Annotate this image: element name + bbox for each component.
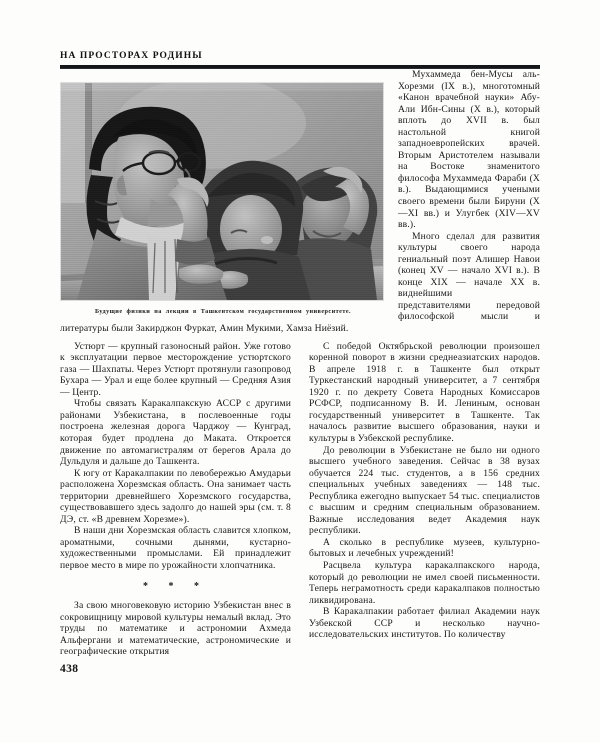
paragraph-left-1: Устюрт — крупный газоносный район. Уже готово к эксплуатации первое месторождение устюртского газа — Шахпаты. Через Устюрт протянули газопровод Бухара — Урал и еще более крупный — Средняя Азия — Центр. — [60, 340, 291, 398]
paragraph-wide-6: В Каракалпакии работает филиал Академии наук Узбекской ССР и несколько научно-исследовательских институтов. По количеству — [309, 606, 540, 641]
photo-caption: Будущие физики на лекции в Ташкентском государственном университете. — [94, 308, 352, 315]
photo-block — [60, 82, 386, 316]
running-head: НА ПРОСТОРАХ РОДИНЫ — [60, 51, 203, 61]
right-column — [309, 341, 540, 658]
paragraph-left-3: К югу от Каракалпакии по левобережью Амударьи расположена Хорезмская область. Она занимает часть территории древнейшего Хорезмского государства, существовавшего здесь задолго до нашей эры (см. т. 8 ДЭ, ст. «В древнем Хорезме»). — [60, 467, 291, 525]
paragraph-left-5: За свою многовековую историю Узбекистан внес в сокровищницу мировой культуры немалый вклад. Это труды по математике и астрономии Ахмеда Альфергани и математические, астрономические и географические открытия — [60, 600, 291, 658]
paragraph-wide-4: А сколько в республике музеев, культурно-бытовых и лечебных учреждений! — [309, 536, 540, 560]
paragraph-right-1: Мухаммеда бен-Мусы аль-Хорезми (IX в.), многотомный «Канон врачебной науки» Абу-Али Ибн-Сины (X в.), который вплоть до XVII в. был настольной книгой западноевропейских врачей. Вторым Аристотелем называли на Востоке знаменитого философа Мухаммеда Фараби (X в.). Выдающимися учеными своего времени были Бируни (X—XI вв.) и Улугбек (XIV—XV вв.). — [398, 69, 540, 231]
paragraph-left-4: В наши дни Хорезмская область славится хлопком, ароматными, сочными дынями, кустарно-художественными промыслами. Ей принадлежит первое место в мире по урожайности хлопчатника. — [60, 525, 291, 571]
photo-illustration — [61, 83, 383, 300]
paragraph-wide-3: До революции в Узбекистане не было ни одного высшего учебного заведения. Сейчас в 38 вузах обучается 224 тыс. студентов, а в 156 средних специальных учебных заведениях — 148 тыс. Республика ежегодно выпускает 54 тыс. специалистов с высшим и средним специальным образованием. Важные исследования ведет Академия наук республики. — [309, 444, 540, 537]
page-number: 438 — [60, 663, 79, 675]
section-separator: * * * — [143, 580, 208, 592]
page-content — [60, 50, 540, 690]
paragraph-left-2: Чтобы связать Каракалпакскую АССР с другими районами Узбекистана, в послевоенные годы построена железная дорога Чарджоу — Кунград, которая будет продлена до Маката. Откроется движение по автомагистралям от берегов Арала до Дульдуля и дальше до Ташкента. — [60, 398, 291, 468]
students-at-lecture-photo — [60, 82, 384, 301]
paragraph-wide-2: С победой Октябрьской революции произошел коренной поворот в жизни среднеазиатских народов. В апреле 1918 г. в Ташкенте был открыт Туркестанский народный университет, а 7 сентября 1920 г. по декрету Совета Народных Комиссаров РСФСР, подписанному В. И. Лениным, основан государственный университет в Ташкенте. Так началось развитие высшего образования, науки и культуры в Узбекской республике. — [309, 340, 540, 444]
two-column-region — [60, 341, 540, 658]
paragraph-wide-1: представителями передовой философской мысли и литературы были Закирджон Фуркат, Амин Мукими, Хамза Ниёзий. — [60, 299, 540, 335]
paragraph-wide-5: Расцвела культура каракалпакского народа, который до революции не имел своей письменности. Теперь неграмотность среди каракалпаков полностью ликвидирована. — [309, 559, 540, 606]
paragraph-right-2: Много сделал для развития культуры своего народа гениальный поэт Алишер Навои (конец XV — начало XVI в.). В конце XIX — начале XX в. виднейшими — [398, 230, 540, 300]
left-column — [60, 341, 291, 658]
